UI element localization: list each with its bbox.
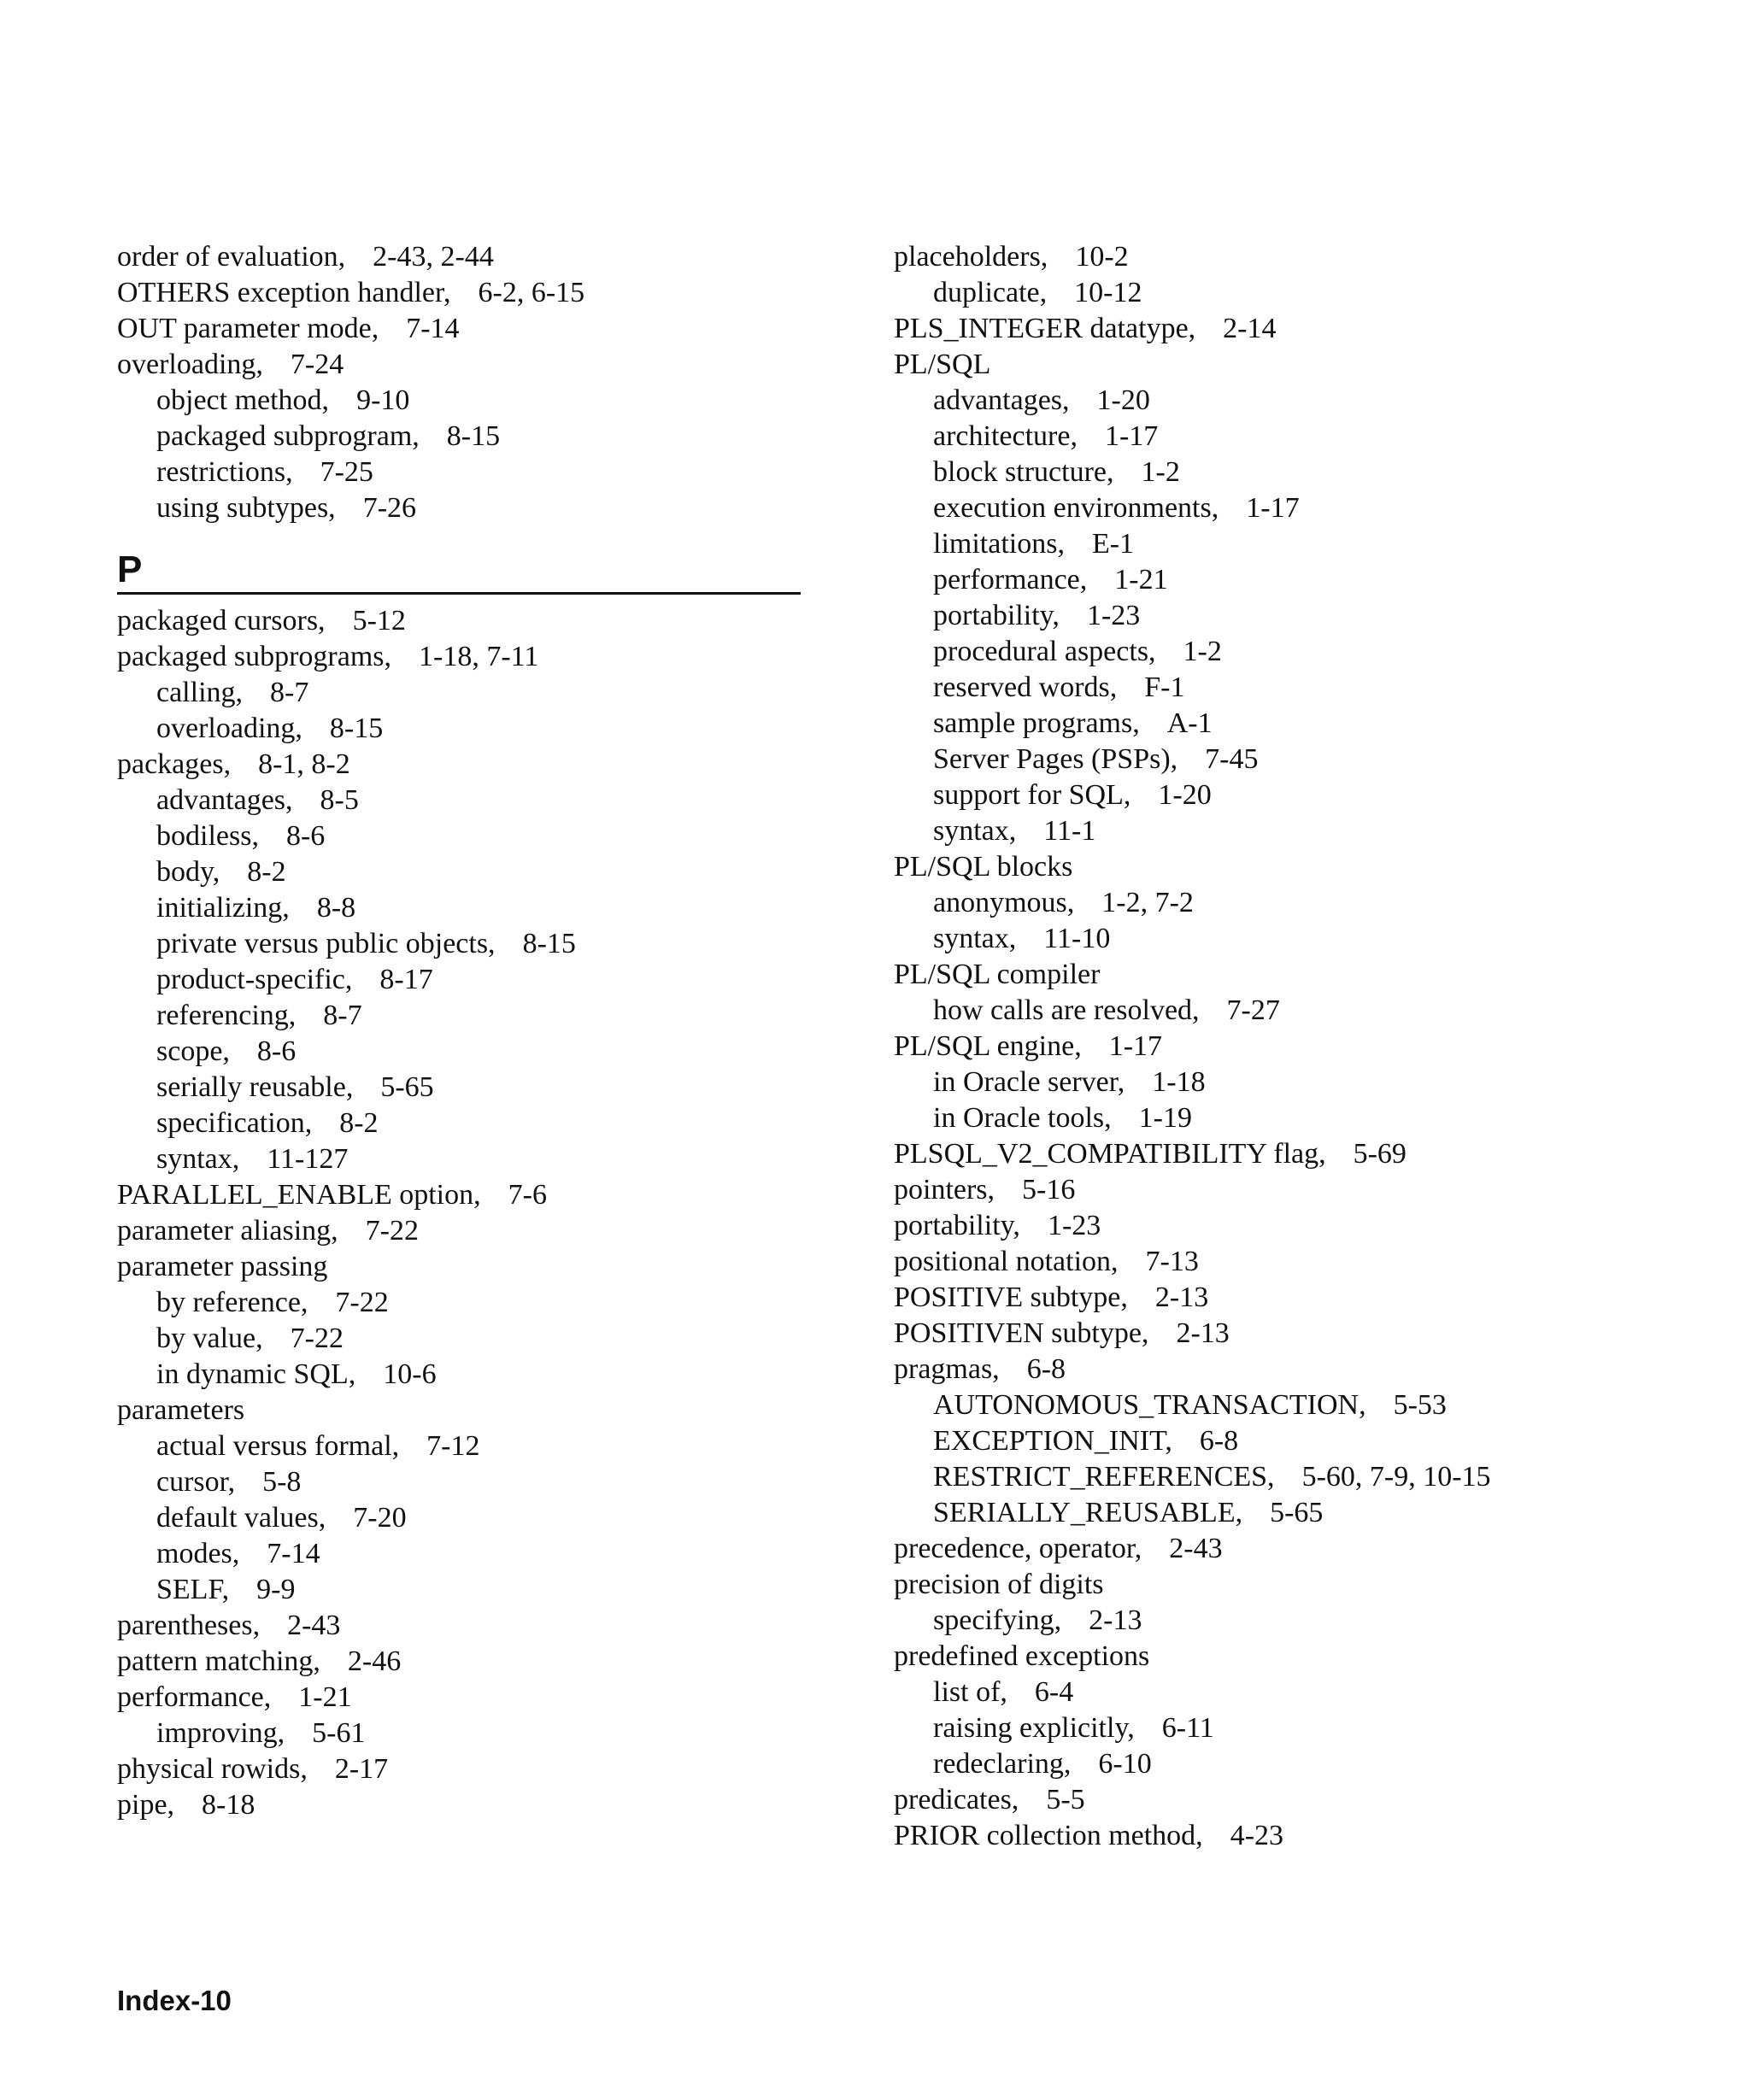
index-entry [894, 1029, 1663, 1065]
index-subentry [894, 1459, 1663, 1495]
index-page-refs: A-1 [1166, 707, 1213, 739]
index-term: overloading, [156, 713, 302, 744]
index-term: PRIOR collection method, [894, 1820, 1203, 1851]
index-page-refs: 1-18 [1152, 1066, 1206, 1098]
index-term: packaged subprogram, [156, 420, 420, 452]
page-footer-label: Index-10 [117, 1985, 232, 2016]
index-subentry [117, 1321, 801, 1357]
index-page-refs: 7-25 [320, 456, 373, 488]
index-subentry [894, 1387, 1663, 1423]
index-entry [117, 1608, 801, 1644]
index-term: performance, [117, 1681, 272, 1713]
index-page-refs: 8-6 [256, 1035, 297, 1067]
index-term: packages, [117, 748, 232, 780]
index-term: calling, [156, 677, 244, 708]
index-entry [117, 1751, 801, 1787]
index-page-refs: 5-12 [352, 605, 406, 636]
index-entry [894, 347, 1663, 383]
index-entry [894, 1818, 1663, 1854]
index-page-refs: 6-4 [1034, 1676, 1074, 1708]
index-term: EXCEPTION_INIT, [933, 1425, 1172, 1457]
index-subentry [894, 1065, 1663, 1100]
index-page-refs: 1-2, 7-2 [1101, 887, 1194, 918]
index-entry [894, 1782, 1663, 1818]
index-column-left [117, 239, 801, 1823]
index-page-refs: 6-8 [1199, 1425, 1239, 1457]
index-page-refs: 8-15 [522, 928, 576, 959]
index-term: scope, [156, 1035, 230, 1067]
index-subentry [894, 1603, 1663, 1639]
index-subentry [117, 419, 801, 455]
index-entry [894, 1639, 1663, 1675]
index-entries-after-section [117, 603, 801, 1823]
index-page-refs: 1-17 [1104, 420, 1159, 452]
index-term: order of evaluation, [117, 241, 346, 273]
index-page-refs: 5-65 [380, 1071, 434, 1103]
index-term: in Oracle tools, [933, 1102, 1112, 1134]
index-term: in dynamic SQL, [156, 1358, 356, 1390]
index-entry [894, 1136, 1663, 1172]
index-page-refs: 7-26 [362, 492, 417, 524]
index-page-refs: 8-2 [339, 1107, 379, 1139]
index-term: specification, [156, 1107, 313, 1139]
index-term: precision of digits [894, 1569, 1104, 1600]
index-entry [117, 1680, 801, 1716]
index-subentry [894, 1746, 1663, 1782]
index-subentry [894, 670, 1663, 706]
index-term: PARALLEL_ENABLE option, [117, 1179, 481, 1211]
index-term: default values, [156, 1502, 326, 1534]
index-page-refs: 7-6 [508, 1179, 547, 1211]
index-subentry [894, 1675, 1663, 1710]
index-page-refs: 5-8 [262, 1466, 302, 1498]
index-term: syntax, [933, 923, 1017, 954]
index-page-refs: 1-18, 7-11 [419, 641, 539, 672]
index-term: syntax, [933, 815, 1017, 847]
index-subentry [894, 598, 1663, 634]
index-term: POSITIVEN subtype, [894, 1317, 1149, 1349]
index-entry [894, 311, 1663, 347]
index-term: advantages, [933, 384, 1070, 416]
index-subentry [117, 783, 801, 818]
index-term: PLSQL_V2_COMPATIBILITY flag, [894, 1138, 1326, 1170]
index-term: PLS_INTEGER datatype, [894, 313, 1196, 344]
index-term: pattern matching, [117, 1645, 320, 1677]
index-page-refs: 7-45 [1205, 743, 1259, 775]
index-term: PL/SQL [894, 349, 991, 380]
index-page-refs: 1-17 [1246, 492, 1300, 524]
index-page-refs: 5-16 [1022, 1174, 1076, 1205]
index-page-refs: 2-46 [347, 1645, 402, 1677]
index-page-refs: 6-2, 6-15 [478, 277, 585, 308]
section-header-p [117, 548, 801, 595]
index-page-refs: 8-15 [446, 420, 501, 452]
index-term: how calls are resolved, [933, 994, 1200, 1026]
index-page-refs: 7-13 [1145, 1246, 1199, 1277]
index-page-refs: 7-24 [290, 349, 344, 380]
index-page-refs: 5-65 [1270, 1497, 1324, 1528]
index-page-refs: 8-1, 8-2 [258, 748, 350, 780]
index-term: parentheses, [117, 1610, 261, 1641]
index-entry [117, 1213, 801, 1249]
index-page-refs: 5-5 [1046, 1784, 1085, 1816]
index-page-refs: 2-17 [334, 1753, 389, 1785]
index-subentry [894, 706, 1663, 742]
index-page-refs: 1-20 [1096, 384, 1150, 416]
index-page-refs: 8-5 [320, 784, 359, 816]
index-page-refs: 5-53 [1393, 1389, 1447, 1421]
index-subentry [894, 562, 1663, 598]
index-page-refs: 7-22 [365, 1215, 419, 1247]
index-subentry [894, 885, 1663, 921]
index-entry [894, 1244, 1663, 1280]
index-subentry [894, 1423, 1663, 1459]
index-page-refs: 2-13 [1089, 1604, 1142, 1636]
index-term: redeclaring, [933, 1748, 1072, 1780]
index-term: architecture, [933, 420, 1078, 452]
index-page-refs: F-1 [1144, 672, 1185, 703]
index-entry [117, 1644, 801, 1680]
index-page-refs: 2-13 [1176, 1317, 1230, 1349]
index-subentry [117, 1070, 801, 1106]
index-subentry [117, 1106, 801, 1141]
index-term: bodiless, [156, 820, 259, 852]
index-term: parameters [117, 1394, 245, 1426]
index-page-refs: 8-2 [247, 856, 286, 888]
index-subentry [117, 490, 801, 526]
index-term: raising explicitly, [933, 1712, 1135, 1744]
index-subentry [117, 1285, 801, 1321]
index-term: by value, [156, 1323, 263, 1354]
index-page-refs: 4-23 [1230, 1820, 1284, 1851]
index-page-refs: 8-8 [316, 892, 356, 924]
index-page-refs: 5-60, 7-9, 10-15 [1301, 1461, 1491, 1493]
index-subentry [894, 275, 1663, 311]
index-page-refs: 11-1 [1043, 815, 1096, 847]
index-term: by reference, [156, 1287, 308, 1318]
index-page-refs: 2-43 [1169, 1533, 1223, 1564]
index-entry [117, 639, 801, 675]
index-subentry [894, 813, 1663, 849]
index-term: private versus public objects, [156, 928, 496, 959]
index-page-refs: 8-7 [323, 1000, 362, 1031]
index-term: OTHERS exception handler, [117, 277, 451, 308]
index-term: execution environments, [933, 492, 1219, 524]
index-page-refs: 1-2 [1141, 456, 1180, 488]
index-term: using subtypes, [156, 492, 336, 524]
index-entry [894, 1567, 1663, 1603]
index-subentry [117, 818, 801, 854]
index-term: pragmas, [894, 1353, 1000, 1385]
index-page-refs: 2-43, 2-44 [373, 241, 494, 273]
index-page-refs: 8-15 [329, 713, 384, 744]
index-entry [117, 311, 801, 347]
index-subentry [117, 1572, 801, 1608]
index-page-refs: 10-6 [383, 1358, 437, 1390]
index-page-refs: 1-23 [1086, 600, 1141, 631]
index-page-refs: 6-11 [1161, 1712, 1214, 1744]
index-term: Server Pages (PSPs), [933, 743, 1178, 775]
index-entry [117, 347, 801, 383]
index-subentry [894, 526, 1663, 562]
index-subentry [894, 921, 1663, 957]
index-page-refs: 8-7 [270, 677, 309, 708]
index-entry [894, 1352, 1663, 1387]
index-page-refs: 7-12 [426, 1430, 480, 1462]
index-page-refs: 7-22 [335, 1287, 389, 1318]
index-entries-before-section [117, 239, 801, 526]
index-term: object method, [156, 384, 330, 416]
index-term: modes, [156, 1538, 240, 1569]
index-page-refs: 5-69 [1353, 1138, 1406, 1170]
index-column-right [894, 239, 1663, 1854]
index-term: restrictions, [156, 456, 293, 488]
index-subentry [117, 1357, 801, 1393]
index-entry [894, 1208, 1663, 1244]
index-term: PL/SQL blocks [894, 851, 1073, 883]
index-subentry [894, 777, 1663, 813]
index-term: limitations, [933, 528, 1065, 560]
index-page-refs: 8-18 [202, 1789, 255, 1821]
index-subentry [894, 742, 1663, 777]
index-page-refs: 1-2 [1183, 636, 1222, 667]
index-term: parameter aliasing, [117, 1215, 338, 1247]
index-page-refs: 10-12 [1074, 277, 1142, 308]
index-subentry [894, 383, 1663, 419]
index-entry [117, 1177, 801, 1213]
index-page-refs: 8-17 [379, 964, 433, 995]
index-term: support for SQL, [933, 779, 1131, 811]
index-page-refs: 7-20 [353, 1502, 407, 1534]
index-entry [117, 603, 801, 639]
index-term: initializing, [156, 892, 290, 924]
index-term: positional notation, [894, 1246, 1119, 1277]
index-term: actual versus formal, [156, 1430, 400, 1462]
index-page-refs: 1-17 [1108, 1030, 1163, 1062]
index-term: block structure, [933, 456, 1114, 488]
index-subentry [117, 1141, 801, 1177]
index-page-refs: 7-27 [1226, 994, 1280, 1026]
index-entry [894, 1531, 1663, 1567]
index-entry [117, 275, 801, 311]
index-page-refs: 9-10 [356, 384, 410, 416]
index-subentry [117, 890, 801, 926]
index-entry [894, 849, 1663, 885]
index-term: parameter passing [117, 1251, 328, 1282]
index-term: SELF, [156, 1574, 230, 1605]
index-subentry [117, 854, 801, 890]
index-term: packaged cursors, [117, 605, 326, 636]
index-term: physical rowids, [117, 1753, 308, 1785]
index-page-refs: 2-14 [1223, 313, 1277, 344]
index-subentry [117, 962, 801, 998]
index-term: PL/SQL engine, [894, 1030, 1082, 1062]
index-term: pointers, [894, 1174, 995, 1205]
index-term: cursor, [156, 1466, 236, 1498]
index-term: OUT parameter mode, [117, 313, 379, 344]
index-subentry [894, 1495, 1663, 1531]
section-letter: P [117, 548, 143, 590]
index-subentry [117, 1716, 801, 1751]
index-subentry [894, 490, 1663, 526]
index-term: POSITIVE subtype, [894, 1282, 1128, 1313]
index-page-refs: 10-2 [1075, 241, 1129, 273]
index-page-refs: 2-43 [287, 1610, 341, 1641]
index-page-refs: 7-22 [290, 1323, 344, 1354]
index-page-refs: 7-14 [406, 313, 460, 344]
index-entry [894, 1280, 1663, 1316]
index-subentry [894, 419, 1663, 455]
index-term: PL/SQL compiler [894, 959, 1101, 990]
index-page-refs: 2-13 [1154, 1282, 1209, 1313]
index-term: procedural aspects, [933, 636, 1156, 667]
index-page-refs: 11-10 [1043, 923, 1111, 954]
index-page-refs: 1-21 [298, 1681, 352, 1713]
index-term: predefined exceptions [894, 1640, 1150, 1672]
index-entry [117, 1393, 801, 1428]
index-subentry [117, 1464, 801, 1500]
index-term: SERIALLY_REUSABLE, [933, 1497, 1243, 1528]
index-subentry [117, 711, 801, 747]
index-subentry [894, 1710, 1663, 1746]
index-term: serially reusable, [156, 1071, 354, 1103]
index-term: precedence, operator, [894, 1533, 1142, 1564]
index-entry [894, 1316, 1663, 1352]
index-entry [117, 1787, 801, 1823]
index-entry [117, 239, 801, 275]
index-term: in Oracle server, [933, 1066, 1125, 1098]
index-subentry [894, 1100, 1663, 1136]
index-entry [894, 239, 1663, 275]
index-term: portability, [933, 600, 1060, 631]
index-entry [117, 747, 801, 783]
index-subentry [117, 1536, 801, 1572]
index-subentry [894, 455, 1663, 490]
index-term: sample programs, [933, 707, 1140, 739]
index-term: product-specific, [156, 964, 353, 995]
index-page-refs: 1-23 [1047, 1210, 1101, 1241]
index-subentry [117, 998, 801, 1034]
index-term: AUTONOMOUS_TRANSACTION, [933, 1389, 1366, 1421]
index-entry [894, 957, 1663, 993]
index-term: packaged subprograms, [117, 641, 392, 672]
index-term: syntax, [156, 1143, 240, 1175]
index-term: performance, [933, 564, 1088, 595]
index-term: reserved words, [933, 672, 1118, 703]
index-term: anonymous, [933, 887, 1075, 918]
index-entry [894, 1172, 1663, 1208]
index-term: specifying, [933, 1604, 1062, 1636]
index-page-refs: 7-14 [267, 1538, 320, 1569]
index-subentry [894, 634, 1663, 670]
index-page-refs: 8-6 [285, 820, 326, 852]
index-subentry [117, 926, 801, 962]
index-page-refs: 9-9 [256, 1574, 296, 1605]
index-page-refs: E-1 [1091, 528, 1135, 560]
index-subentry [117, 675, 801, 711]
index-page-refs: 6-10 [1098, 1748, 1152, 1780]
index-term: improving, [156, 1717, 285, 1749]
index-subentry [117, 1428, 801, 1464]
index-term: body, [156, 856, 220, 888]
index-page-refs: 1-20 [1158, 779, 1212, 811]
index-term: advantages, [156, 784, 293, 816]
index-term: list of, [933, 1676, 1007, 1708]
index-subentry [117, 383, 801, 419]
index-subentry [117, 1500, 801, 1536]
index-term: predicates, [894, 1784, 1019, 1816]
index-page-refs: 6-8 [1026, 1353, 1066, 1385]
index-term: referencing, [156, 1000, 297, 1031]
index-term: duplicate, [933, 277, 1048, 308]
index-term: portability, [894, 1210, 1020, 1241]
index-subentry [894, 993, 1663, 1029]
index-subentry [117, 1034, 801, 1070]
index-page-refs: 11-127 [267, 1143, 349, 1175]
index-term: pipe, [117, 1789, 175, 1821]
index-entry [117, 1249, 801, 1285]
index-page-refs: 5-61 [312, 1717, 366, 1749]
index-term: overloading, [117, 349, 263, 380]
index-term: placeholders, [894, 241, 1048, 273]
index-term: RESTRICT_REFERENCES, [933, 1461, 1275, 1493]
index-subentry [117, 455, 801, 490]
index-page-refs: 1-19 [1138, 1102, 1192, 1134]
index-page-refs: 1-21 [1114, 564, 1168, 595]
